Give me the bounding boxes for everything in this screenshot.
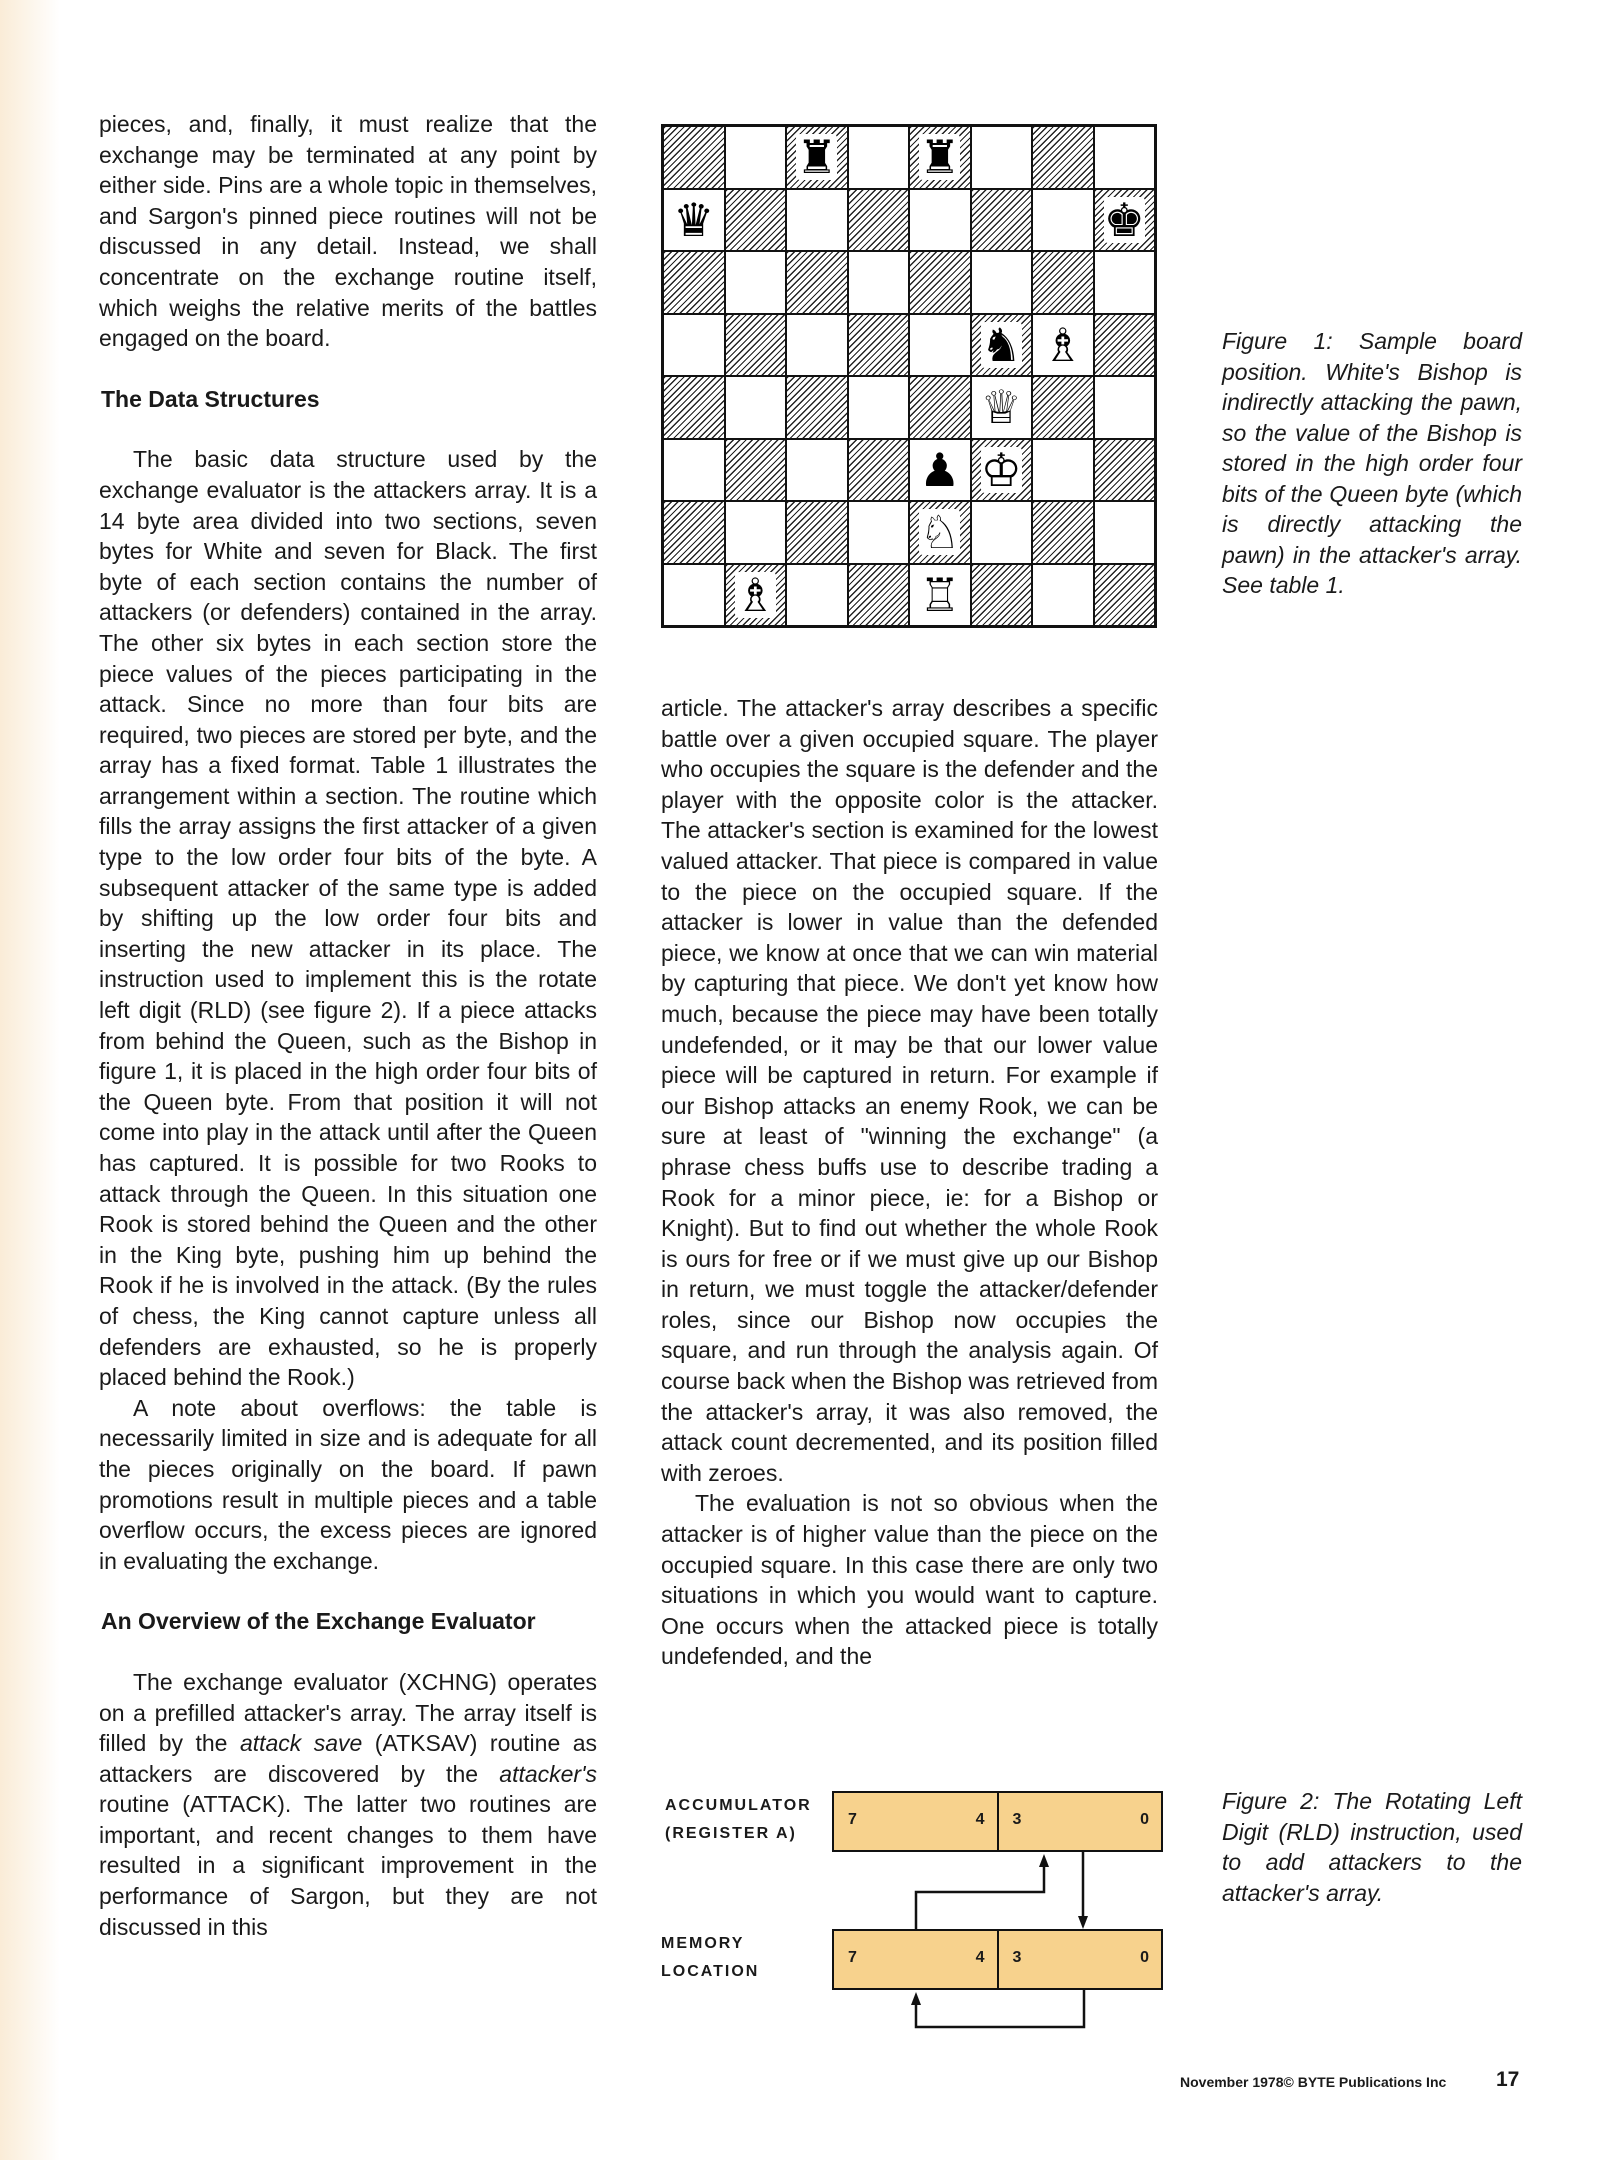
square-f5 (971, 314, 1033, 377)
square-d1 (848, 564, 910, 627)
white-bishop-icon: ♗ (1042, 317, 1084, 372)
square-f8 (971, 126, 1033, 189)
label-line: (REGISTER A) (665, 1825, 797, 1842)
square-e8 (909, 126, 971, 189)
square-g5 (1032, 314, 1094, 377)
square-g4 (1032, 376, 1094, 439)
label-line: LOCATION (661, 1963, 760, 1980)
square-a7 (663, 189, 725, 252)
arrow-memory-high-to-acc-low (916, 1862, 1044, 1929)
bit-label: 0 (1140, 1949, 1149, 1966)
square-e1 (909, 564, 971, 627)
white-bishop-icon: ♗ (734, 567, 776, 622)
figure1-caption: Figure 1: Sample board position. White's Bishop is indirectly attacking the pawn, so the value of the Bishop is stored in the high order four bits of the Queen byte (which is directly attacking the pawn) in the attacker's array. See table 1. (1222, 328, 1522, 598)
left-column (99, 109, 597, 1942)
square-c7 (786, 189, 848, 252)
square-b6 (725, 251, 787, 314)
square-g8 (1032, 126, 1094, 189)
square-f3 (971, 439, 1033, 502)
square-c1 (786, 564, 848, 627)
paragraph: The evaluation is not so obvious when the attacker is of higher value than the piece on the occupied square. In this case there are only two situations in which you would want to capture. One occurs when the attacked piece is totally undefended, and the (661, 1490, 1158, 1670)
square-d6 (848, 251, 910, 314)
white-king-icon: ♔ (980, 442, 1022, 497)
square-h3 (1094, 439, 1156, 502)
white-knight-icon: ♘ (919, 505, 961, 560)
square-a2 (663, 501, 725, 564)
square-g1 (1032, 564, 1094, 627)
bit-label: 7 (848, 1949, 857, 1966)
square-g7 (1032, 189, 1094, 252)
square-e6 (909, 251, 971, 314)
square-c4 (786, 376, 848, 439)
square-h5 (1094, 314, 1156, 377)
square-c6 (786, 251, 848, 314)
label-line: ACCUMULATOR (665, 1797, 812, 1814)
bit-label: 3 (1012, 1949, 1022, 1966)
section-heading-data-structures: The Data Structures (101, 385, 320, 412)
square-e7 (909, 189, 971, 252)
square-b3 (725, 439, 787, 502)
square-d3 (848, 439, 910, 502)
square-h1 (1094, 564, 1156, 627)
page-number: 17 (1496, 2068, 1520, 2091)
square-b7 (725, 189, 787, 252)
rld-arrows (655, 1770, 1175, 2030)
square-a3 (663, 439, 725, 502)
square-e3 (909, 439, 971, 502)
square-g3 (1032, 439, 1094, 502)
paragraph: The basic data structure used by the exchange evaluator is the attackers array. It is a 14 byte area divided into two sections, seven bytes for White and seven for Black. The first byte of each section contains the number of attackers (or defenders) contained in the array. The other six bytes in each section store the piece values of the pieces participating in the attack. Since no more than four bits are required, two pieces are stored per byte, and the array has a fixed format. Table 1 illustrates the arrangement within a section. The routine which fills the array assigns the first attacker of a given type to the low order four bits of the byte. A subsequent attacker of the same type is added by shifting up the low order four bits and inserting the new attacker in its place. The instruction used to implement this is the rotate left digit (RLD) (see figure 2). If a piece attacks from behind the Queen, such as the Bishop in figure 1, it is placed in the high order four bits of the Queen byte. From that position it will not come into play in the attack until after the Queen has captured. It is possible for two Rooks to attack through the Queen. In this situation one Rook is stored behind the Queen and the other in the King byte, pushing him up behind the Rook if he is involved in the attack. (By the rules of chess, the King cannot capture unless all defenders are exhausted, so he is properly placed behind the Rook.) (99, 446, 597, 1391)
square-d7 (848, 189, 910, 252)
white-queen-icon: ♕ (980, 380, 1022, 435)
paragraph (99, 1667, 597, 1942)
text: routine (ATTACK). The latter two routines are important, and recent changes to them have resulted in a significant improvement in the performance of Sargon, but they are not discussed in this (99, 1791, 597, 1940)
text: (ATKSAV) routine as attackers are discovered by the (99, 1730, 597, 1787)
square-e4 (909, 376, 971, 439)
figure2-caption: Figure 2: The Rotating Left Digit (RLD) instruction, used to add attackers to the attacker's array. (1222, 1788, 1522, 1906)
square-d5 (848, 314, 910, 377)
square-h8 (1094, 126, 1156, 189)
arrow-memory-low-to-memory-high (916, 1990, 1084, 2027)
italic-term: attacker's (499, 1760, 597, 1787)
black-king-icon: ♚ (1103, 192, 1145, 247)
square-b4 (725, 376, 787, 439)
square-c5 (786, 314, 848, 377)
square-a6 (663, 251, 725, 314)
square-c8 (786, 126, 848, 189)
bit-label: 0 (1140, 1811, 1149, 1828)
black-rook-icon: ♜ (796, 130, 838, 185)
square-g2 (1032, 501, 1094, 564)
square-c2 (786, 501, 848, 564)
square-h6 (1094, 251, 1156, 314)
italic-term: attack save (239, 1730, 363, 1757)
square-h2 (1094, 501, 1156, 564)
square-b1 (725, 564, 787, 627)
square-a1 (663, 564, 725, 627)
page-stain (0, 0, 60, 2160)
black-pawn-icon: ♟ (919, 442, 961, 497)
square-a5 (663, 314, 725, 377)
square-f6 (971, 251, 1033, 314)
footer-credit: November 1978© BYTE Publications Inc (1180, 2074, 1447, 2090)
square-e5 (909, 314, 971, 377)
square-f1 (971, 564, 1033, 627)
square-b2 (725, 501, 787, 564)
square-b8 (725, 126, 787, 189)
black-knight-icon: ♞ (980, 317, 1022, 372)
bit-label: 4 (975, 1949, 985, 1966)
arrowhead-up (911, 1992, 921, 2005)
paragraph: A note about overflows: the table is necessarily limited in size and is adequate for all the pieces originally on the board. If pawn promotions result in multiple pieces and a table overflow occurs, the excess pieces are ignored in evaluating the exchange. (99, 1394, 597, 1574)
bit-label: 3 (1012, 1811, 1022, 1828)
bit-label: 4 (975, 1811, 985, 1828)
black-queen-icon: ♛ (673, 192, 715, 247)
square-d2 (848, 501, 910, 564)
square-a8 (663, 126, 725, 189)
section-heading-overview: An Overview of the Exchange Evaluator (101, 1608, 536, 1635)
text: The exchange evaluator (XCHNG) operates on a prefilled attacker's array. The array itself is filled by the (99, 1668, 597, 1757)
arrowhead-up (1039, 1854, 1049, 1867)
square-d4 (848, 376, 910, 439)
paragraph: pieces, and, finally, it must realize that the exchange may be terminated at any point by either side. Pins are a whole topic in themselves, and Sargon's pinned piece routines will not be discussed in any detail. Instead, we shall concentrate on the exchange routine itself, which weighs the relative merits of the battles engaged on the board. (99, 111, 597, 352)
bit-label: 7 (848, 1811, 857, 1828)
square-h7 (1094, 189, 1156, 252)
square-f2 (971, 501, 1033, 564)
square-f4 (971, 376, 1033, 439)
paragraph: article. The attacker's array describes a specific battle over a given occupied square. The player who occupies the square is the defender and the player with the opposite color is the attacker. The attacker's section is examined for the lowest valued attacker. That piece is compared in value to the piece on the occupied square. If the attacker is lower in value than the defended piece, we know at once that we can win material by capturing that piece. We don't yet know how much, because the piece may have been totally undefended, or it may be that our lower value piece will be captured in return. For example if our Bishop attacks an enemy Rook, we can be sure at least of "winning the exchange" (a phrase chess buffs use to describe trading a Rook for a minor piece, ie: for a Bishop or Knight). But to find out whether the whole Rook is ours for free or if we must give up our Bishop in return, we must toggle the attacker/defender roles, since our Bishop now occupies the square, and run through the analysis again. Of course back when the Bishop was retrieved from the attacker's array, it was also removed, the attack count decremented, and its position filled with zeroes. (661, 695, 1158, 1486)
chess-board (661, 124, 1157, 628)
black-rook-icon: ♜ (919, 130, 961, 185)
square-b5 (725, 314, 787, 377)
square-g6 (1032, 251, 1094, 314)
square-c3 (786, 439, 848, 502)
middle-column (661, 693, 1158, 1672)
figure2-rld-diagram (655, 1770, 1175, 2030)
square-e2 (909, 501, 971, 564)
square-d8 (848, 126, 910, 189)
square-h4 (1094, 376, 1156, 439)
label-line: MEMORY (661, 1935, 745, 1952)
arrowhead-down (1078, 1916, 1088, 1929)
square-f7 (971, 189, 1033, 252)
white-rook-icon: ♖ (919, 567, 961, 622)
square-a4 (663, 376, 725, 439)
